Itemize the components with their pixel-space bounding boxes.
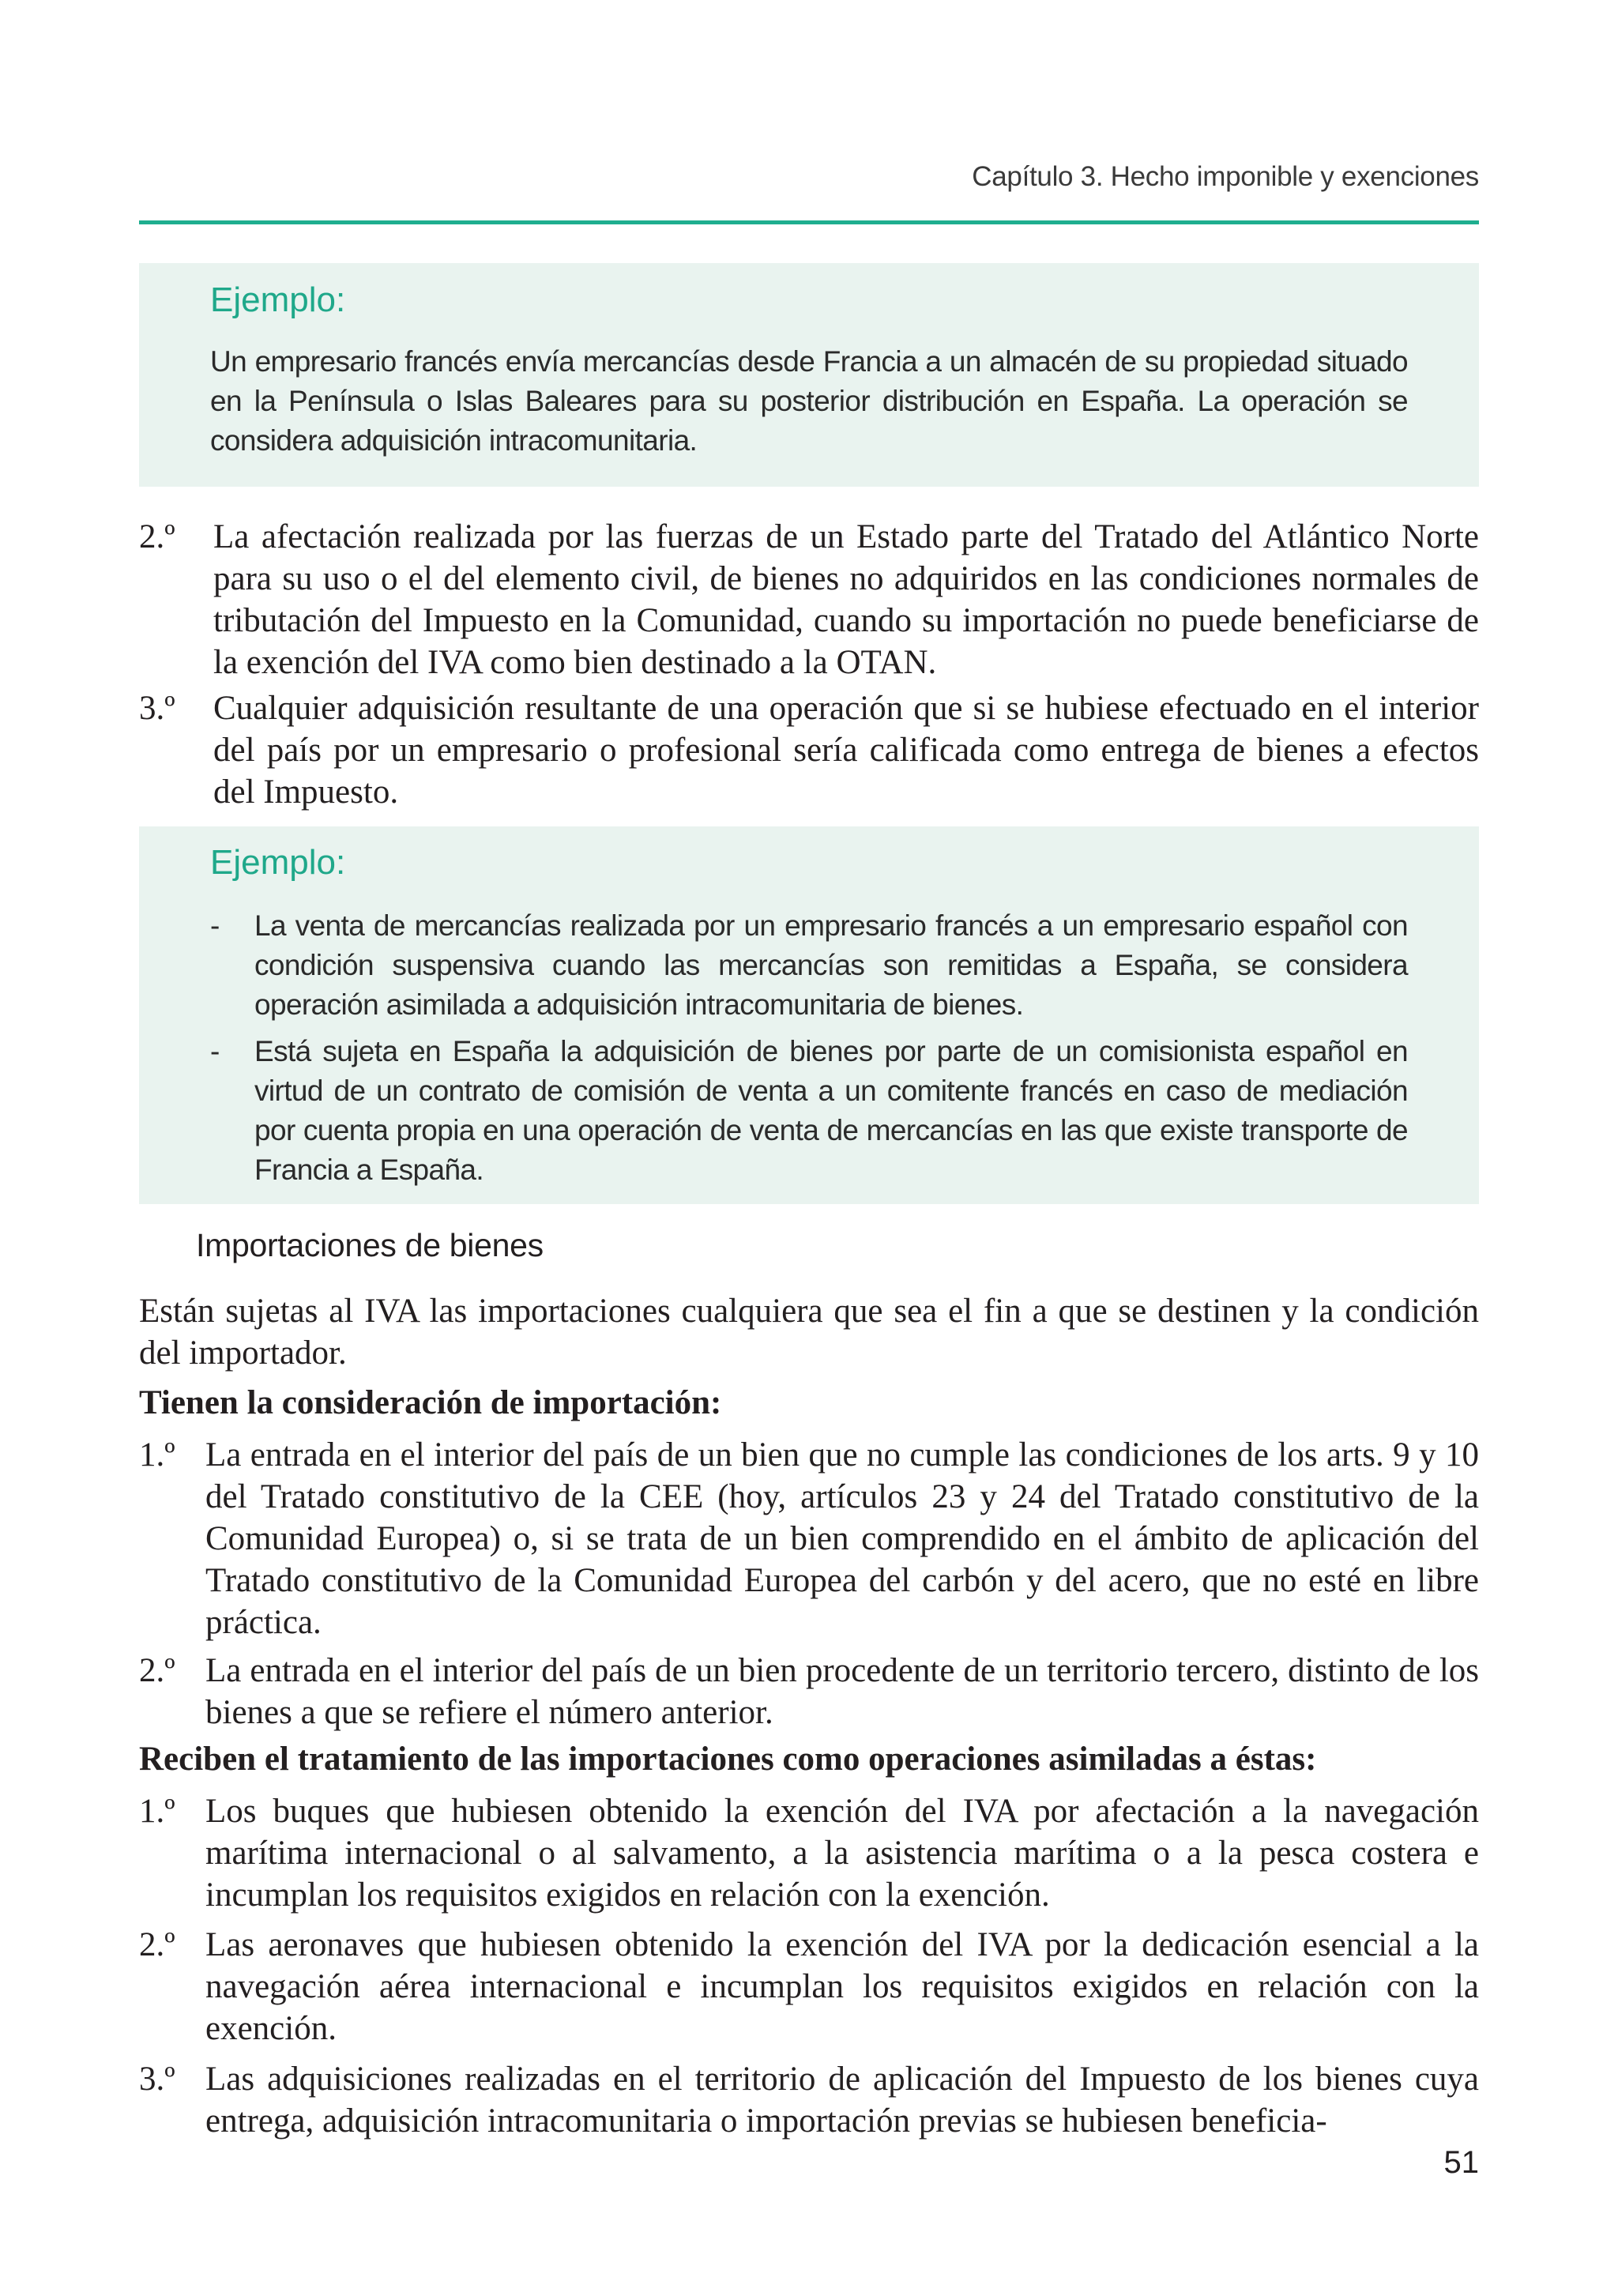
example-title: Ejemplo: [210,843,346,882]
list-item [139,516,1479,683]
list-item [210,1032,1408,1190]
list-item [139,1650,1479,1733]
list-item-text: La afectación realizada por las fuerzas de un Estado parte del Tratado del Atlántico Norte para su uso o el del elemento civil, de bienes no adquiridos en las condiciones normales de tributación del Impuesto en la Comunidad, cuando su importación no puede beneficiarse de la exención del IVA como bien destinado a la OTAN. [213,518,1479,681]
list-item-number: 3.º [139,690,175,727]
section-intro: Están sujetas al IVA las importaciones cualquiera que sea el fin a que se destinen y la condición del importador. [139,1293,1479,1372]
list-item [139,1790,1479,1916]
list-item-number: 3.º [139,2061,175,2098]
section-heading: Importaciones de bienes [196,1227,544,1263]
bullet-dash: - [210,1035,220,1067]
list-item-number: 2.º [139,1652,175,1689]
list-item-number: 1.º [139,1793,175,1830]
list-item [139,2058,1479,2142]
list-item-text: Las adquisiciones realizadas en el territorio de aplicación del Impuesto de los bienes cuya entrega, adquisición intracomunitaria o importación previas se hubiesen beneficia- [205,2061,1479,2140]
list-item-number: 2.º [139,1926,175,1963]
list-item [139,687,1479,813]
page-number: 51 [1443,2145,1479,2180]
running-header: Capítulo 3. Hecho imponible y exenciones [972,161,1479,192]
bullet-text: La venta de mercancías realizada por un empresario francés a un empresario español con condición suspensiva cuando las mercancías son remitidas a España, se considera operación asimilada a adquisición intracomunitaria de bienes. [254,909,1408,1021]
bullet-text: Está sujeta en España la adquisición de bienes por parte de un comisionista español en virtud de un contrato de comisión de venta a un comitente francés en caso de mediación por cuenta propia en una operación de venta de mercancías en las que existe transporte de Francia a España. [254,1035,1408,1186]
bullet-dash: - [210,909,220,942]
list-item-text: Cualquier adquisición resultante de una operación que si se hubiese efectuado en el interior del país por un empresario o profesional sería calificada como entrega de bienes a efectos del Impuesto. [213,690,1479,811]
list-item [210,906,1408,1025]
list-item-text: Las aeronaves que hubiesen obtenido la exención del IVA por la dedicación esencial a la navegación aérea internacional e incumplan los requisitos exigidos en relación con la exención. [205,1926,1479,2047]
example-title: Ejemplo: [210,280,346,319]
assimilated-heading: Reciben el tratamiento de las importaciones como operaciones asimiladas a éstas: [139,1741,1317,1778]
list-item-number: 1.º [139,1436,175,1474]
example-box [139,826,1479,1204]
header-rule [139,220,1479,224]
list-item-text: Los buques que hubiesen obtenido la exención del IVA por afectación a la navegación marítima internacional o al salvamento, a la asistencia marítima o a la pesca costera e incumplan los requisitos exigidos en relación con la exención. [205,1793,1479,1914]
consideration-heading: Tienen la consideración de importación: [139,1384,722,1421]
example-text: Un empresario francés envía mercancías desde Francia a un almacén de su propiedad situado en la Península o Islas Baleares para su posterior distribución en España. La operación se considera adquisición intracomunitaria. [210,345,1408,457]
list-item [139,1924,1479,2049]
list-item-text: La entrada en el interior del país de un bien que no cumple las condiciones de los arts. 9 y 10 del Tratado constitutivo de la CEE (hoy, artículos 23 y 24 del Tratado constitutivo de la Comunidad Europea) o, si se trata de un bien comprendido en el ámbito de aplicación del Tratado constitutivo de la Comunidad Europea del carbón y del acero, que no esté en libre práctica. [205,1436,1479,1641]
list-item [139,1434,1479,1643]
list-item-number: 2.º [139,518,175,555]
list-item-text: La entrada en el interior del país de un bien procedente de un territorio tercero, distinto de los bienes a que se refiere el número anterior. [205,1652,1479,1731]
example-box [139,263,1479,487]
